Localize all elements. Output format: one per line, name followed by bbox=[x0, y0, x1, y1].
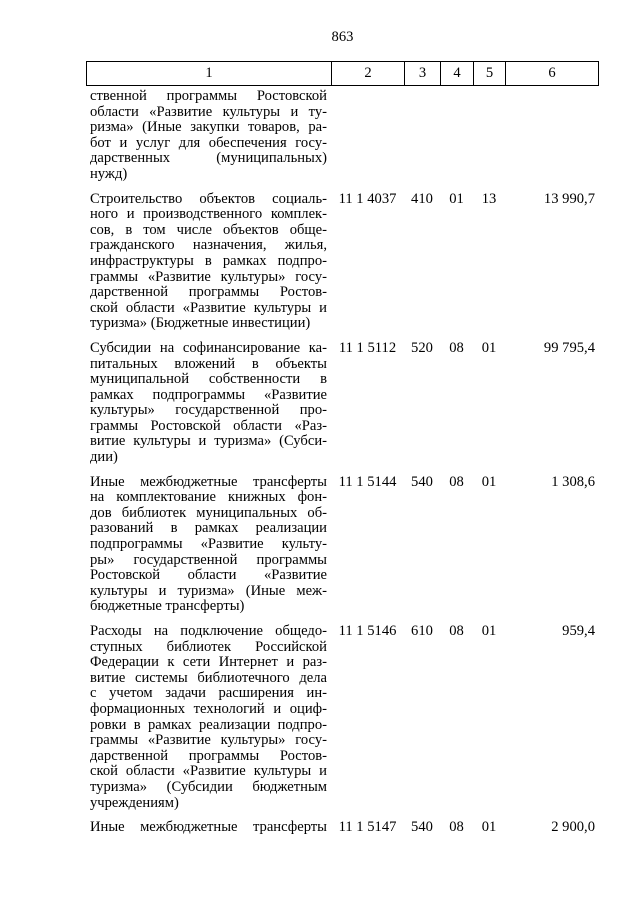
description-line: Федерации к сети Интернет и раз- bbox=[90, 655, 327, 671]
amount: 13 990,7 bbox=[543, 190, 595, 207]
row-description bbox=[86, 341, 331, 466]
description-line: сов, в том числе объектов обще- bbox=[90, 222, 327, 238]
description-line: дарственной программы Ростов- bbox=[90, 748, 327, 764]
subsection-code: 13 bbox=[481, 190, 497, 207]
description-line: ской области «Развитие культуры и bbox=[90, 764, 327, 780]
description-line: ры» государственной программы bbox=[90, 552, 327, 568]
amount: 959,4 bbox=[562, 623, 595, 639]
header-cell-4: 4 bbox=[440, 61, 473, 86]
description-line: ного и производственного комплек- bbox=[90, 207, 327, 223]
description-line: дов библиотек муниципальных об- bbox=[90, 505, 327, 521]
target-article-code: 11 1 5112 bbox=[338, 339, 397, 356]
amount bbox=[505, 89, 599, 183]
description-line: туризма» (Бюджетные инвестиции) bbox=[90, 316, 311, 332]
table-row bbox=[86, 466, 599, 615]
description-line: дарственных (муниципальных) bbox=[90, 151, 327, 167]
description-line: Иные межбюджетные трансферты bbox=[90, 820, 327, 836]
row-description bbox=[86, 475, 331, 615]
description-line: подпрограммы «Развитие культу- bbox=[90, 537, 327, 553]
subsection-code: 01 bbox=[481, 473, 497, 490]
description-line: ступных библиотек Российской bbox=[90, 639, 327, 655]
description-line: дии) bbox=[90, 450, 118, 466]
description-line: Расходы на подключение общедо- bbox=[90, 624, 327, 639]
description-line: формационных технологий и оциф- bbox=[90, 701, 327, 717]
section-code: 01 bbox=[449, 190, 464, 207]
description-line: витие системы библиотечного дела bbox=[90, 670, 327, 686]
header-cell-6: 6 bbox=[505, 61, 599, 86]
header-cell-2: 2 bbox=[331, 61, 404, 86]
description-line: нужд) bbox=[90, 166, 128, 182]
description-line: ственной программы Ростовской bbox=[90, 89, 327, 104]
row-description bbox=[86, 192, 331, 332]
table-row bbox=[86, 615, 599, 811]
row-description bbox=[86, 624, 331, 811]
expense-type-code: 520 bbox=[411, 339, 433, 356]
description-line: Строительство объектов социаль- bbox=[90, 191, 327, 207]
amount: 1 308,6 bbox=[551, 473, 595, 490]
description-line: Субсидии на софинансирование ка- bbox=[90, 340, 327, 356]
target-article-code: 11 1 5147 bbox=[338, 819, 397, 836]
target-article-code: 11 1 5146 bbox=[338, 623, 397, 639]
description-line: области «Развитие культуры и ту- bbox=[90, 104, 327, 120]
description-line: витие культуры и туризма» (Субси- bbox=[90, 434, 327, 450]
description-line: культуры и туризма» (Иные меж- bbox=[90, 583, 327, 599]
description-line: питальных вложений в объекты bbox=[90, 356, 327, 372]
table-row bbox=[86, 86, 599, 183]
description-line: с учетом задачи расширения ин- bbox=[90, 686, 327, 702]
section-code: 08 bbox=[449, 339, 464, 356]
subsection-code: 01 bbox=[481, 339, 497, 356]
subsection-code: 01 bbox=[481, 819, 497, 836]
description-line: бот и услуг для обеспечения госу- bbox=[90, 135, 327, 151]
section-code: 08 bbox=[449, 473, 464, 490]
row-description bbox=[86, 820, 331, 836]
header-cell-5: 5 bbox=[473, 61, 505, 86]
target-article-code: 11 1 5144 bbox=[338, 473, 397, 490]
page-number: 863 bbox=[331, 29, 354, 45]
description-line: разований в рамках реализации bbox=[90, 521, 327, 537]
expense-type-code: 540 bbox=[411, 473, 433, 490]
expense-type-code bbox=[404, 89, 440, 183]
expense-type-code: 540 bbox=[411, 819, 433, 836]
description-line: Иные межбюджетные трансферты bbox=[90, 474, 327, 490]
description-line: на комплектование книжных фон- bbox=[90, 490, 327, 506]
description-line: муниципальной собственности в bbox=[90, 372, 327, 388]
table-header bbox=[86, 61, 599, 86]
description-line: культуры» государственной про- bbox=[90, 403, 327, 419]
amount: 99 795,4 bbox=[543, 339, 595, 356]
description-line: учреждениям) bbox=[90, 795, 179, 811]
amount: 2 900,0 bbox=[551, 819, 595, 836]
description-line: гражданского назначения, жилья, bbox=[90, 238, 327, 254]
target-article-code bbox=[331, 89, 404, 183]
subsection-code bbox=[473, 89, 505, 183]
description-line: ризма» (Иные закупки товаров, ра- bbox=[90, 120, 327, 136]
description-line: граммы «Развитие культуры» госу- bbox=[90, 269, 327, 285]
description-line: ской области «Развитие культуры и bbox=[90, 300, 327, 316]
description-line: дарственной программы Ростов- bbox=[90, 285, 327, 301]
description-line: рамках подпрограммы «Развитие bbox=[90, 387, 327, 403]
description-line: Ростовской области «Развитие bbox=[90, 568, 327, 584]
description-line: граммы «Развитие культуры» госу- bbox=[90, 733, 327, 749]
subsection-code: 01 bbox=[481, 623, 497, 639]
table-row bbox=[86, 332, 599, 466]
row-description bbox=[86, 89, 331, 183]
description-line: граммы Ростовской области «Раз- bbox=[90, 418, 327, 434]
section-code: 08 bbox=[449, 819, 464, 836]
description-line: ровки в рамках реализации подпро- bbox=[90, 717, 327, 733]
section-code: 08 bbox=[449, 623, 464, 639]
description-line: инфраструктуры в рамках подпро- bbox=[90, 253, 327, 269]
description-line: туризма» (Субсидии бюджетным bbox=[90, 779, 327, 795]
table-row bbox=[86, 811, 599, 836]
description-line: бюджетные трансферты) bbox=[90, 599, 245, 615]
target-article-code: 11 1 4037 bbox=[338, 190, 397, 207]
section-code bbox=[440, 89, 473, 183]
table-row bbox=[86, 183, 599, 332]
table-body bbox=[86, 86, 599, 836]
expense-type-code: 610 bbox=[411, 623, 433, 639]
header-cell-3: 3 bbox=[404, 61, 440, 86]
expense-type-code: 410 bbox=[411, 190, 433, 207]
header-cell-1: 1 bbox=[86, 61, 331, 86]
